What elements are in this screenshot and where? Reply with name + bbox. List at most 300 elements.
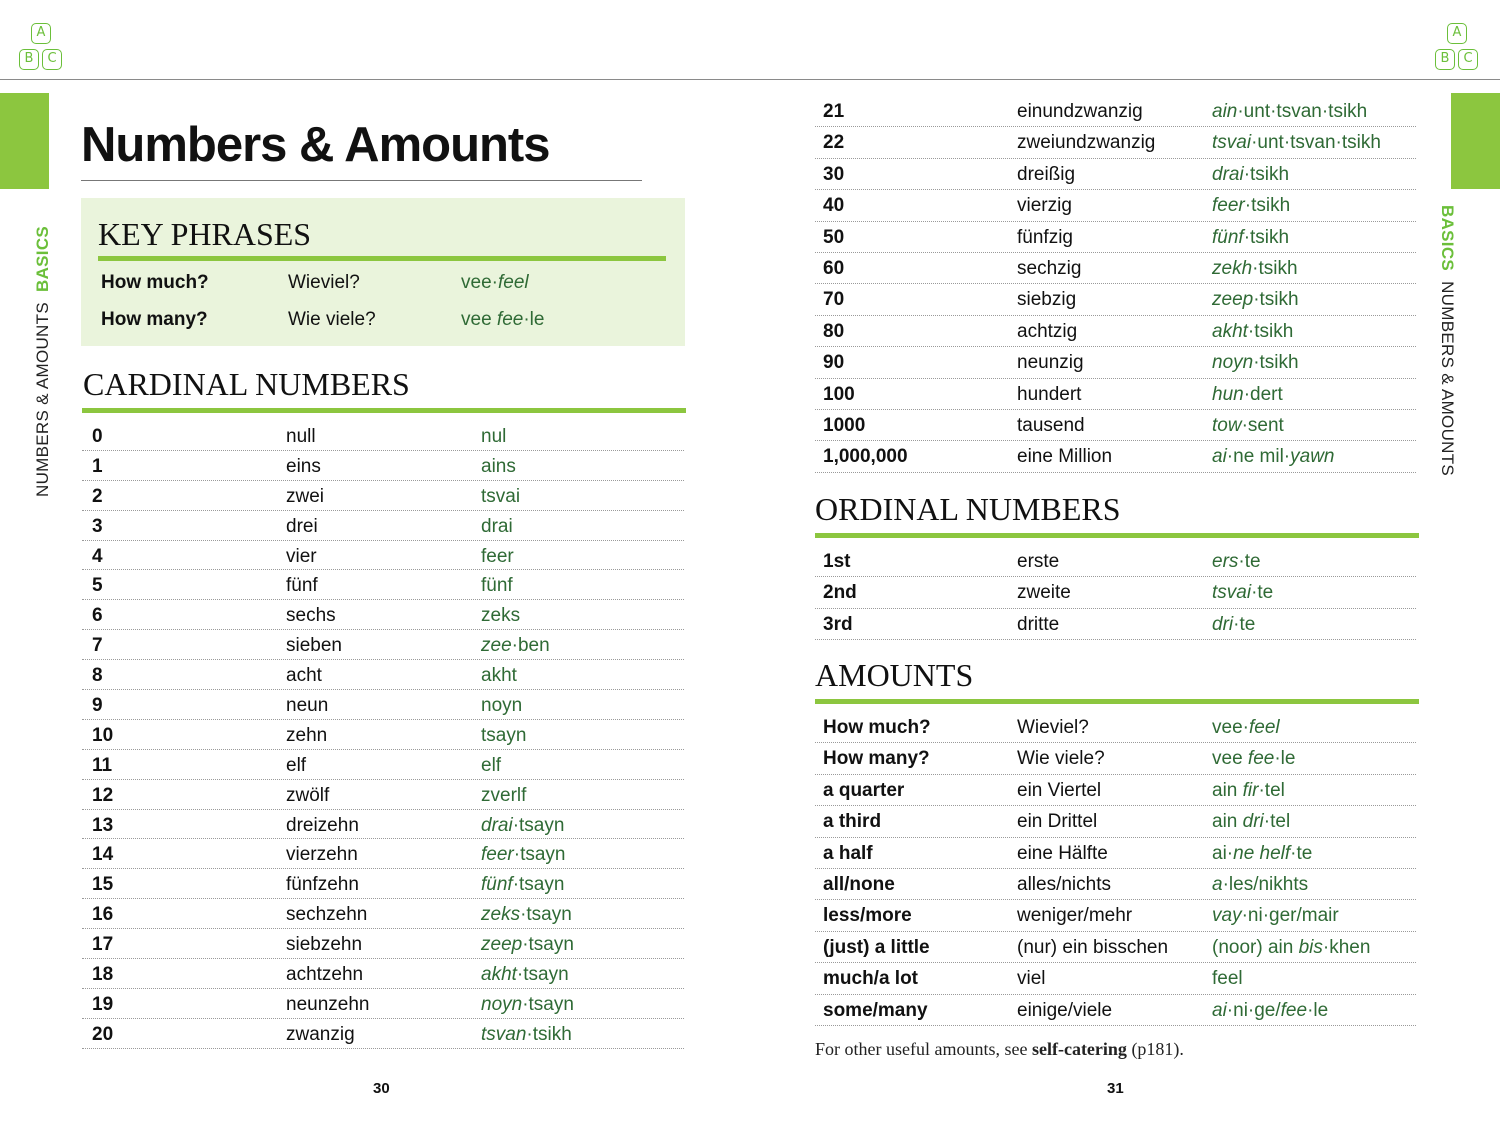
german-term: fünf: [286, 575, 318, 597]
pronunciation: [1212, 780, 1285, 802]
english-term: (just) a little: [823, 936, 930, 958]
pronunciation: [1212, 258, 1298, 280]
pronunciation-part: ·ne mil·: [1226, 446, 1291, 468]
english-term: much/a lot: [823, 968, 919, 990]
pronunciation-part: elf: [481, 754, 502, 776]
table-row: [82, 839, 684, 869]
german-term: dreißig: [1017, 163, 1076, 185]
cardinal-heading: CARDINAL NUMBERS: [83, 366, 410, 402]
pronunciation: [481, 815, 564, 837]
german-term: achtzehn: [286, 964, 364, 986]
english-term: all/none: [823, 873, 895, 895]
pronunciation: [481, 725, 526, 747]
pronunciation: [1212, 384, 1283, 406]
table-row: [815, 806, 1416, 837]
pronunciation-part: ains: [481, 455, 516, 477]
footnote-link[interactable]: self-catering: [1031, 1039, 1127, 1059]
pronunciation-part: ·tsayn: [522, 934, 574, 956]
german-term: viel: [1017, 968, 1046, 990]
ordinal-table: [815, 546, 1416, 640]
english-term: 9: [92, 695, 103, 717]
english-term: 21: [823, 101, 845, 122]
pronunciation-part: feel: [1248, 717, 1280, 738]
english-term: 14: [92, 844, 114, 866]
logo-letter-b: B: [19, 49, 39, 70]
pronunciation-part: feel: [1212, 968, 1243, 990]
page-number-right: 31: [1107, 1080, 1124, 1097]
pronunciation-part: ·tsayn: [522, 993, 574, 1015]
english-term: 1000: [823, 414, 866, 436]
pronunciation: [1212, 551, 1261, 573]
pronunciation-part: zeep: [1212, 289, 1254, 311]
pronunciation-part: ·te: [1238, 551, 1261, 572]
section-tab-right[interactable]: [1451, 93, 1500, 189]
german-term: vierzehn: [286, 844, 358, 866]
side-label-left: [33, 226, 53, 497]
footnote-text: For other useful amounts, see: [815, 1039, 1032, 1059]
table-row: [815, 838, 1416, 869]
english-term: 15: [92, 874, 114, 896]
title-rule: [81, 180, 642, 181]
page-title: Numbers & Amounts: [81, 118, 550, 172]
table-row: [82, 451, 684, 481]
pronunciation-part: fir: [1242, 779, 1259, 801]
pronunciation: [1212, 289, 1299, 311]
pronunciation-part: ·tsikh: [1247, 320, 1294, 342]
english-term: 70: [823, 289, 845, 311]
pronunciation-part: tsvai: [1212, 132, 1252, 154]
pronunciation: [481, 605, 520, 627]
amounts-heading: AMOUNTS: [815, 657, 974, 693]
pronunciation-part: fünf: [481, 575, 513, 597]
pronunciation-part: akht: [481, 964, 517, 986]
english-term: 1: [92, 455, 103, 477]
german-term: vier: [286, 545, 317, 567]
english-term: 90: [823, 352, 845, 374]
german-term: neunzig: [1017, 352, 1084, 374]
pronunciation: [1212, 101, 1367, 123]
pronunciation-part: feel: [497, 272, 529, 293]
pronunciation-part: vay: [1212, 905, 1242, 927]
pronunciation-part: noyn: [481, 695, 523, 717]
english-term: 40: [823, 195, 845, 217]
pronunciation: [481, 665, 517, 687]
english-term: 3: [92, 515, 103, 537]
table-row: [815, 775, 1416, 806]
german-term: (nur) ein bisschen: [1017, 936, 1169, 958]
german-term: siebzig: [1017, 289, 1077, 311]
table-row: [82, 630, 684, 660]
pronunciation: [481, 904, 572, 926]
german-term: dritte: [1017, 613, 1060, 635]
pronunciation-part: ne helf: [1233, 842, 1291, 864]
pronunciation-part: ers: [1212, 551, 1239, 572]
table-row: [82, 600, 684, 630]
pronunciation-part: zeks: [481, 904, 521, 926]
german-term: neun: [286, 695, 329, 717]
pronunciation: [481, 456, 516, 478]
key-phrases-heading: KEY PHRASES: [98, 216, 312, 252]
german-term: achtzig: [1017, 320, 1078, 342]
pronunciation-part: ·khen: [1322, 936, 1371, 958]
english-term: less/more: [823, 905, 912, 927]
german-term: neunzehn: [286, 993, 370, 1015]
english-term: How many?: [823, 748, 930, 770]
pronunciation: [481, 516, 513, 538]
table-row: [815, 441, 1416, 472]
pronunciation-part: drai: [481, 814, 513, 836]
side-section-label: NUMBERS & AMOUNTS: [33, 302, 52, 497]
german-term: fünfzig: [1017, 226, 1073, 248]
german-term: zweite: [1017, 582, 1071, 604]
pronunciation-part: fee: [1280, 999, 1308, 1021]
table-row: [82, 899, 684, 929]
heading-bar: [82, 408, 686, 413]
pronunciation-part: fünf: [481, 874, 513, 896]
german-term: sechzehn: [286, 904, 368, 926]
table-row: [815, 900, 1416, 931]
table-row: [815, 546, 1416, 577]
pronunciation: [481, 635, 550, 657]
pronunciation-part: fünf: [1212, 226, 1244, 248]
pronunciation: [1212, 937, 1370, 959]
pronunciation-part: ·tsayn: [520, 904, 572, 926]
pronunciation: [1212, 195, 1290, 217]
table-row: [815, 222, 1416, 253]
pronunciation-part: ·tsayn: [512, 874, 565, 896]
table-row: [82, 780, 684, 810]
pronunciation: [1212, 446, 1335, 468]
pronunciation: [481, 874, 564, 896]
pronunciation-part: ·ni·ger/mair: [1241, 905, 1339, 927]
english-term: 0: [92, 426, 103, 447]
table-row: [815, 284, 1416, 315]
pronunciation: [481, 964, 569, 986]
german-term: Wieviel?: [1017, 717, 1089, 738]
english-term: 30: [823, 163, 845, 185]
pronunciation-part: tsayn: [481, 724, 527, 746]
english-term: 22: [823, 132, 845, 154]
pronunciation-part: feer: [481, 545, 514, 567]
pronunciation: [481, 486, 520, 508]
english-term: 4: [92, 545, 103, 567]
english-term: 10: [92, 724, 114, 746]
pronunciation-part: ·tsayn: [513, 844, 566, 866]
pronunciation-part: bis: [1298, 936, 1323, 958]
table-row: [815, 159, 1416, 190]
german-term: eins: [286, 455, 321, 477]
table-row: [815, 995, 1416, 1026]
pronunciation: [481, 695, 522, 717]
pronunciation-part: ·les/nikhts: [1222, 873, 1309, 895]
logo-letter-c: C: [42, 49, 62, 70]
pronunciation-part: ·tsayn: [512, 814, 565, 836]
german-term: fünfzehn: [286, 874, 359, 896]
pronunciation-part: ·tsikh: [1243, 226, 1290, 248]
table-row: [82, 929, 684, 959]
pronunciation-part: ·tel: [1258, 779, 1285, 801]
pronunciation-part: hun: [1212, 383, 1244, 405]
german-term: alles/nichts: [1017, 873, 1111, 895]
pronunciation: [1212, 874, 1308, 896]
abc-logo-icon: [1433, 23, 1483, 71]
heading-bar: [98, 256, 666, 261]
pronunciation: [481, 546, 514, 568]
table-row: [82, 570, 684, 600]
pronunciation-part: ·tel: [1263, 811, 1291, 833]
pronunciation-part: ·te: [1290, 842, 1313, 864]
german-term: acht: [286, 665, 322, 687]
table-row: [815, 190, 1416, 221]
side-category-label: BASICS: [1438, 205, 1457, 272]
pronunciation: [1212, 717, 1280, 739]
phrase-pronunciation: [461, 309, 544, 331]
english-term: 17: [92, 934, 114, 956]
pronunciation-part: ·tsikh: [1252, 257, 1298, 279]
english-term: 1,000,000: [823, 446, 908, 468]
table-row: [82, 421, 684, 451]
english-term: 80: [823, 320, 845, 342]
pronunciation: [481, 755, 501, 777]
cardinal-table-right: [815, 96, 1416, 473]
pronunciation: [481, 844, 566, 866]
phrase-german: Wie viele?: [288, 309, 376, 330]
table-row: [815, 347, 1416, 378]
side-category-label: BASICS: [33, 225, 52, 292]
pronunciation: [1212, 614, 1255, 636]
footnote: [815, 1039, 1184, 1060]
english-term: 20: [92, 1023, 114, 1045]
pronunciation-part: zeep: [481, 934, 523, 956]
table-row: [815, 410, 1416, 441]
header-rule: [0, 79, 1500, 80]
pronunciation-part: akht: [1212, 320, 1248, 342]
pronunciation-part: ain: [1212, 779, 1243, 801]
table-row: [815, 963, 1416, 994]
table-row: [82, 481, 684, 511]
german-term: eine Million: [1017, 446, 1113, 468]
german-term: drei: [286, 515, 318, 537]
german-term: vierzig: [1017, 195, 1072, 217]
pronunciation-part: tsvai: [1212, 582, 1252, 604]
english-term: 8: [92, 665, 103, 687]
pronunciation: [1212, 415, 1284, 437]
pronunciation-part: vee·: [1212, 717, 1249, 738]
pronunciation-part: ai·: [1212, 842, 1234, 864]
pronunciation-part: tow: [1212, 414, 1242, 436]
pronunciation-part: fee: [1247, 748, 1275, 770]
german-term: Wie viele?: [1017, 748, 1105, 770]
pronunciation-part: ·sent: [1241, 414, 1284, 436]
table-row: [815, 127, 1416, 158]
page-number-left: 30: [373, 1080, 390, 1097]
amounts-table: [815, 712, 1416, 1026]
pronunciation: [1212, 321, 1293, 343]
english-term: 5: [92, 575, 103, 597]
pronunciation: [481, 785, 526, 807]
pronunciation-part: ai: [1212, 999, 1227, 1021]
pronunciation-part: ·le: [523, 309, 545, 330]
pronunciation-part: drai: [481, 515, 513, 537]
table-row: [815, 253, 1416, 284]
pronunciation-part: ·le: [1274, 748, 1296, 770]
pronunciation-part: dri: [1242, 811, 1264, 833]
pronunciation-part: ·tsikh: [1243, 163, 1290, 185]
pronunciation-part: ain: [1212, 811, 1243, 833]
table-row: [815, 869, 1416, 900]
pronunciation-part: yawn: [1290, 446, 1335, 468]
german-term: null: [286, 426, 316, 447]
pronunciation-part: vee: [461, 309, 497, 330]
pronunciation-part: zee: [481, 635, 512, 657]
phrase-german: Wieviel?: [288, 272, 360, 293]
english-term: 2: [92, 485, 103, 507]
footnote-text: (p181).: [1126, 1039, 1184, 1059]
pronunciation: [1212, 352, 1299, 374]
english-term: 11: [92, 754, 113, 776]
table-row: [82, 869, 684, 899]
german-term: zwölf: [286, 784, 330, 806]
pronunciation-part: ai: [1212, 446, 1227, 468]
table-row: [815, 743, 1416, 774]
pronunciation-part: noyn: [1212, 352, 1254, 374]
pronunciation-part: ·tsikh: [1253, 289, 1299, 311]
table-row: [82, 989, 684, 1019]
english-term: 2nd: [823, 582, 857, 604]
pronunciation-part: vee: [1212, 748, 1248, 770]
german-term: weniger/mehr: [1017, 905, 1133, 927]
table-row: [815, 577, 1416, 608]
pronunciation: [481, 575, 513, 597]
pronunciation-part: feer: [481, 844, 514, 866]
pronunciation: [1212, 905, 1339, 927]
pronunciation-part: (noor) ain: [1212, 936, 1299, 958]
english-term: 100: [823, 383, 855, 405]
heading-bar: [815, 699, 1419, 704]
logo-letter-a: A: [1447, 23, 1467, 44]
key-phrase-row: [101, 272, 671, 296]
pronunciation-part: ·tsikh: [526, 1023, 572, 1045]
table-row: [815, 609, 1416, 640]
table-row: [82, 810, 684, 840]
pronunciation-part: noyn: [481, 993, 523, 1015]
pronunciation: [1212, 164, 1289, 186]
english-term: 12: [92, 784, 114, 806]
german-term: zwei: [286, 485, 325, 507]
pronunciation-part: fee: [496, 309, 524, 330]
german-term: eine Hälfte: [1017, 842, 1108, 864]
phrase-english: How many?: [101, 309, 208, 330]
pronunciation-part: ·te: [1233, 613, 1256, 635]
german-term: elf: [286, 754, 307, 776]
logo-letter-c: C: [1458, 49, 1478, 70]
logo-letter-b: B: [1435, 49, 1455, 70]
german-term: ein Viertel: [1017, 779, 1102, 801]
german-term: zehn: [286, 724, 328, 746]
pronunciation-part: ·tsikh: [1244, 195, 1291, 217]
table-row: [82, 750, 684, 780]
pronunciation-part: dri: [1212, 613, 1234, 635]
table-row: [815, 316, 1416, 347]
english-term: 60: [823, 257, 845, 279]
table-row: [82, 1019, 684, 1049]
pronunciation: [1212, 748, 1295, 770]
pronunciation-part: feer: [1212, 195, 1245, 217]
table-row: [815, 96, 1416, 127]
cardinal-table-left: [82, 421, 684, 1049]
english-term: 16: [92, 904, 114, 926]
german-term: siebzehn: [286, 934, 363, 956]
abc-logo-icon: [17, 23, 67, 71]
english-term: 1st: [823, 551, 851, 572]
english-term: some/many: [823, 999, 928, 1021]
pronunciation-part: ·dert: [1243, 383, 1283, 405]
german-term: hundert: [1017, 383, 1082, 405]
heading-bar: [815, 533, 1419, 538]
german-term: zwanzig: [286, 1023, 355, 1045]
pronunciation-part: drai: [1212, 163, 1244, 185]
pronunciation-part: ·unt·tsvan·tsikh: [1251, 132, 1381, 154]
side-section-label: NUMBERS & AMOUNTS: [1438, 281, 1457, 477]
pronunciation-part: tsvai: [481, 485, 521, 507]
pronunciation-part: ·tsikh: [1253, 352, 1299, 374]
pronunciation-part: zekh: [1212, 257, 1253, 279]
german-term: tausend: [1017, 414, 1085, 436]
table-row: [815, 932, 1416, 963]
pronunciation-part: ·ben: [511, 635, 550, 657]
pronunciation-part: a: [1212, 873, 1223, 895]
german-term: erste: [1017, 551, 1060, 572]
table-row: [82, 511, 684, 541]
table-row: [82, 959, 684, 989]
german-term: sechzig: [1017, 257, 1082, 279]
pronunciation-part: nul: [481, 426, 507, 447]
pronunciation-part: ain: [1212, 101, 1238, 122]
pronunciation: [1212, 811, 1290, 833]
english-term: 50: [823, 226, 845, 248]
german-term: einige/viele: [1017, 999, 1113, 1021]
pronunciation-part: akht: [481, 665, 517, 687]
table-row: [82, 690, 684, 720]
pronunciation: [481, 426, 506, 448]
pronunciation-part: ·tsayn: [516, 964, 569, 986]
english-term: 7: [92, 635, 103, 657]
pronunciation: [1212, 132, 1381, 154]
table-row: [82, 720, 684, 750]
pronunciation-part: ·te: [1251, 582, 1274, 604]
pronunciation: [1212, 1000, 1328, 1022]
german-term: zweiundzwanzig: [1017, 132, 1156, 154]
pronunciation: [481, 934, 574, 956]
pronunciation-part: tsvan: [481, 1023, 527, 1045]
pronunciation: [1212, 582, 1273, 604]
pronunciation: [1212, 227, 1289, 249]
english-term: 6: [92, 605, 103, 627]
side-label-right: [1437, 205, 1457, 476]
pronunciation-part: vee·: [461, 272, 498, 293]
section-tab-left[interactable]: [0, 93, 49, 189]
english-term: 18: [92, 964, 114, 986]
table-row: [815, 379, 1416, 410]
table-row: [815, 712, 1416, 743]
pronunciation: [1212, 968, 1243, 990]
english-term: 13: [92, 814, 114, 836]
english-term: 3rd: [823, 613, 853, 635]
table-row: [82, 660, 684, 690]
german-term: sechs: [286, 605, 336, 627]
pronunciation-part: ·le: [1307, 999, 1329, 1021]
pronunciation-part: zverlf: [481, 784, 527, 806]
